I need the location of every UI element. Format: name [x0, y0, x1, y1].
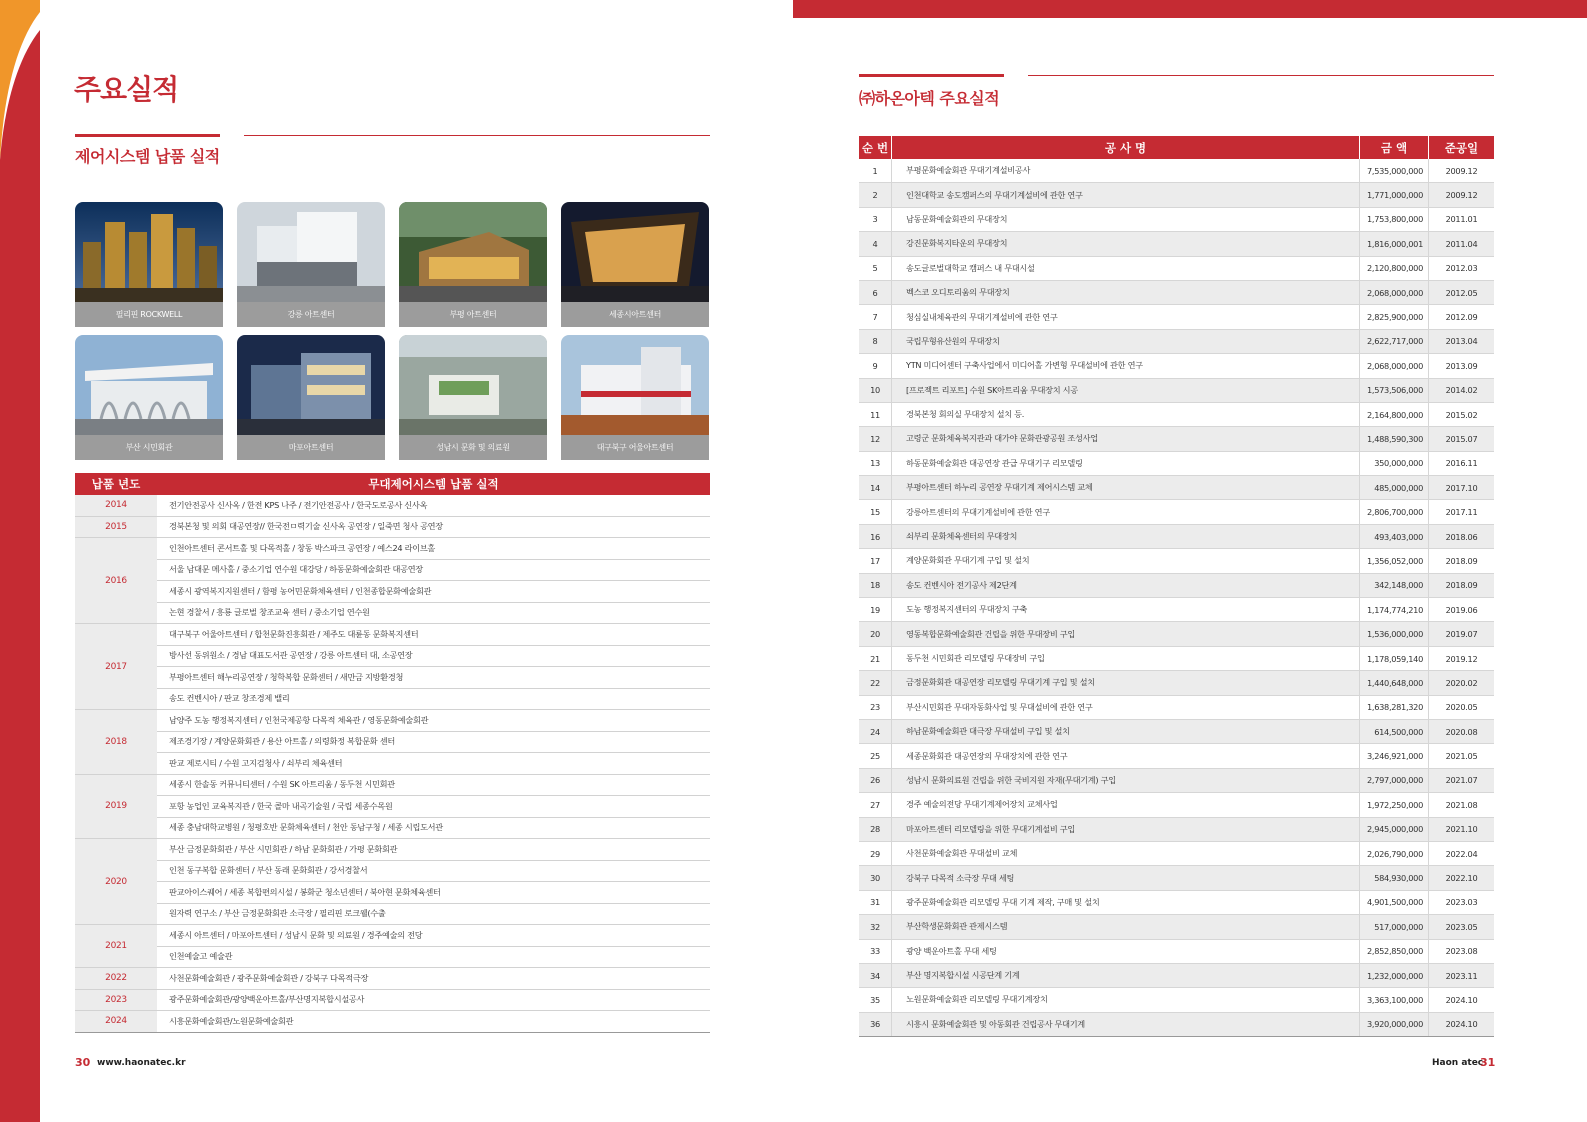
- delivery-projects: 인천 동구복합 문화센터 / 부산 동래 문화회관 / 강서경찰서: [157, 860, 710, 882]
- website-url: www.haonatec.kr: [97, 1058, 186, 1068]
- row-number: 36: [859, 1012, 892, 1036]
- photo-card: [237, 202, 385, 327]
- project-name: 하남문화예술회관 대극장 무대설비 구입 및 설치: [892, 719, 1360, 743]
- completion-date: 2024.10: [1429, 1012, 1495, 1036]
- completion-date: 2012.09: [1429, 305, 1495, 329]
- contract-amount: 2,797,000,000: [1360, 768, 1429, 792]
- contract-amount: 350,000,000: [1360, 451, 1429, 475]
- table-row: [859, 1012, 1494, 1036]
- completion-date: 2018.09: [1429, 549, 1495, 573]
- photo-caption: 성남시 문화 및 의료원: [399, 435, 547, 460]
- row-number: 15: [859, 500, 892, 524]
- contract-amount: 2,622,717,000: [1360, 329, 1429, 353]
- row-number: 25: [859, 744, 892, 768]
- project-name: 도농 행정복지센터의 무대장치 구축: [892, 598, 1360, 622]
- project-name: 시흥시 문화예술회관 및 아동회관 건립공사 무대기계: [892, 1012, 1360, 1036]
- row-number: 10: [859, 378, 892, 402]
- aerial-city-photo: [399, 335, 547, 435]
- project-name: 강북구 다목적 소극장 무대 세팅: [892, 866, 1360, 890]
- decorative-swoosh-icon: [0, 0, 40, 1122]
- row-number: 12: [859, 427, 892, 451]
- delivery-year: 2024: [75, 1011, 157, 1033]
- completion-date: 2013.04: [1429, 329, 1495, 353]
- contract-amount: 1,536,000,000: [1360, 622, 1429, 646]
- completion-date: 2020.05: [1429, 695, 1495, 719]
- delivery-projects: 판교아이스퀘어 / 세종 복합편의시설 / 봉화군 청소년센터 / 북아현 문화체육센터: [157, 882, 710, 904]
- art-center-photo: [561, 335, 709, 435]
- contract-amount: 7,535,000,000: [1360, 159, 1429, 183]
- delivery-projects: 방사선 동위원소 / 경남 대표도서관 공연장 / 강릉 아트센터 대, 소공연장: [157, 645, 710, 667]
- completion-date: 2014.02: [1429, 378, 1495, 402]
- project-name: 경주 예술의전당 무대기계제어장치 교체사업: [892, 793, 1360, 817]
- contract-amount: 2,945,000,000: [1360, 817, 1429, 841]
- table-row: [859, 207, 1494, 231]
- table-row: [75, 860, 710, 882]
- table-row: [859, 183, 1494, 207]
- completion-date: 2022.10: [1429, 866, 1495, 890]
- completion-date: 2021.08: [1429, 793, 1495, 817]
- project-name: 남동문화예술회관의 무대장치: [892, 207, 1360, 231]
- page-number-right: 31: [1480, 1056, 1496, 1069]
- section-rule-thick: [859, 74, 1004, 77]
- art-center-photo: [237, 335, 385, 435]
- table-row: [859, 354, 1494, 378]
- completion-date: 2011.04: [1429, 232, 1495, 256]
- project-name: 노원문화예술회관 리모델링 무대기계장치: [892, 988, 1360, 1012]
- column-header: 금 액: [1360, 136, 1429, 159]
- row-number: 13: [859, 451, 892, 475]
- completion-date: 2023.05: [1429, 915, 1495, 939]
- row-number: 27: [859, 793, 892, 817]
- delivery-year: 2019: [75, 774, 157, 839]
- delivery-year: 2022: [75, 968, 157, 990]
- row-number: 33: [859, 939, 892, 963]
- table-row: [75, 538, 710, 560]
- project-name: 금정문화회관 대공연장 리모델링 무대기계 구입 및 설치: [892, 671, 1360, 695]
- contract-amount: 1,178,059,140: [1360, 646, 1429, 670]
- project-name: 벡스코 오디토리움의 무대장치: [892, 280, 1360, 304]
- table-row: [859, 280, 1494, 304]
- project-name: 광양 백운아트홀 무대 세팅: [892, 939, 1360, 963]
- table-row: [859, 817, 1494, 841]
- project-name: 광주문화예술회관 리모델링 무대 기계 제작, 구매 및 설치: [892, 890, 1360, 914]
- photo-caption: 부평 아트센터: [399, 302, 547, 327]
- delivery-projects: 전기안전공사 신사옥 / 한전 KPS 나주 / 전기안전공사 / 한국도로공사 신사옥: [157, 495, 710, 516]
- project-name: 송도 컨벤시아 전기공사 제2단계: [892, 573, 1360, 597]
- completion-date: 2012.05: [1429, 280, 1495, 304]
- row-number: 34: [859, 963, 892, 987]
- delivery-year: 2017: [75, 624, 157, 710]
- contract-amount: 485,000,000: [1360, 476, 1429, 500]
- apartment-towers-photo: [75, 202, 223, 302]
- project-photo-gallery: [75, 202, 710, 460]
- contract-amount: 2,026,790,000: [1360, 841, 1429, 865]
- completion-date: 2016.11: [1429, 451, 1495, 475]
- contract-amount: 2,068,000,000: [1360, 280, 1429, 304]
- column-header: 공 사 명: [892, 136, 1360, 159]
- completion-date: 2012.03: [1429, 256, 1495, 280]
- delivery-projects: 남양주 도농 행정복지센터 / 인천국제공항 다목적 체육관 / 영동문화예술회관: [157, 710, 710, 732]
- completion-date: 2015.02: [1429, 402, 1495, 426]
- contract-amount: 2,068,000,000: [1360, 354, 1429, 378]
- table-row: [75, 968, 710, 990]
- contract-amount: 2,852,850,000: [1360, 939, 1429, 963]
- table-row: [75, 753, 710, 775]
- brand-name: Haon atec: [1432, 1058, 1484, 1068]
- project-name: 청심실내체육관의 무대기계설비에 관한 연구: [892, 305, 1360, 329]
- table-row: [75, 516, 710, 538]
- table-row: [859, 305, 1494, 329]
- column-header: 준공일: [1429, 136, 1495, 159]
- photo-card: [75, 202, 223, 327]
- project-name: 성남시 문화의료원 건립을 위한 국비지원 자재(무대기계) 구입: [892, 768, 1360, 792]
- project-name: 인천대학교 송도캠퍼스의 무대기계설비에 관한 연구: [892, 183, 1360, 207]
- table-row: [859, 988, 1494, 1012]
- table-row: [859, 646, 1494, 670]
- delivery-projects: 대구북구 어울아트센터 / 합천문화진흥회관 / 제주도 대륜동 문화복지센터: [157, 624, 710, 646]
- column-header: 무대제어시스템 납품 실적: [157, 473, 710, 495]
- row-number: 21: [859, 646, 892, 670]
- row-number: 18: [859, 573, 892, 597]
- row-number: 2: [859, 183, 892, 207]
- section-rule-thin: [1028, 75, 1494, 76]
- table-row: [859, 866, 1494, 890]
- table-row: [859, 427, 1494, 451]
- photo-card: [75, 335, 223, 460]
- contract-amount: 4,901,500,000: [1360, 890, 1429, 914]
- row-number: 1: [859, 159, 892, 183]
- completion-date: 2017.10: [1429, 476, 1495, 500]
- delivery-projects: 세종 충남대학교병원 / 청평호반 문화체육센터 / 천안 동남구청 / 세종 시립도서관: [157, 817, 710, 839]
- table-row: [75, 903, 710, 925]
- completion-date: 2023.03: [1429, 890, 1495, 914]
- delivery-projects: 세종시 아트센터 / 마포아트센터 / 성남시 문화 및 의료원 / 경주예술의 전당: [157, 925, 710, 947]
- row-number: 23: [859, 695, 892, 719]
- delivery-projects: 부산 금정문화회관 / 부산 시민회관 / 하남 문화회관 / 가평 문화회관: [157, 839, 710, 861]
- completion-date: 2013.09: [1429, 354, 1495, 378]
- completion-date: 2023.11: [1429, 963, 1495, 987]
- project-name: 강릉아트센터의 무대기계설비에 관한 연구: [892, 500, 1360, 524]
- delivery-projects: 서울 남대문 메사홀 / 중소기업 연수원 대강당 / 하동문화예술회관 대공연장: [157, 559, 710, 581]
- contract-amount: 1,356,052,000: [1360, 549, 1429, 573]
- column-header: 납품 년도: [75, 473, 157, 495]
- contract-amount: 517,000,000: [1360, 915, 1429, 939]
- row-number: 9: [859, 354, 892, 378]
- contract-amount: 584,930,000: [1360, 866, 1429, 890]
- project-name: 고령군 문화체육복지관과 대가야 문화관광공원 조성사업: [892, 427, 1360, 451]
- project-name: 동두천 시민회관 리모델링 무대장비 구입: [892, 646, 1360, 670]
- contract-amount: 2,825,900,000: [1360, 305, 1429, 329]
- row-number: 30: [859, 866, 892, 890]
- row-number: 32: [859, 915, 892, 939]
- table-row: [75, 1011, 710, 1033]
- delivery-projects: 세종시 한솔동 커뮤니티센터 / 수원 SK 아트리움 / 동두천 시민회관: [157, 774, 710, 796]
- completion-date: 2018.06: [1429, 524, 1495, 548]
- row-number: 17: [859, 549, 892, 573]
- delivery-year: 2014: [75, 495, 157, 516]
- delivery-projects: 논현 경찰서 / 흥룡 글로벌 창조교육 센터 / 중소기업 연수원: [157, 602, 710, 624]
- contract-amount: 3,363,100,000: [1360, 988, 1429, 1012]
- table-row: [75, 839, 710, 861]
- completion-date: 2018.09: [1429, 573, 1495, 597]
- delivery-projects: 인천예술고 예술관: [157, 946, 710, 968]
- delivery-year: 2016: [75, 538, 157, 624]
- photo-card: [561, 335, 709, 460]
- delivery-projects: 송도 컨벤시아 / 판교 창조경제 밸리: [157, 688, 710, 710]
- contract-amount: 2,806,700,000: [1360, 500, 1429, 524]
- table-row: [859, 232, 1494, 256]
- project-name: 영동복합문화예술회관 건립을 위한 무대장비 구입: [892, 622, 1360, 646]
- delivery-projects: 인천아트센터 콘서트홀 및 다목적홀 / 창동 박스파크 공연장 / 예스24 라이브홀: [157, 538, 710, 560]
- photo-caption: 대구북구 어울아트센터: [561, 435, 709, 460]
- table-row: [859, 378, 1494, 402]
- row-number: 3: [859, 207, 892, 231]
- photo-caption: 필리핀 ROCKWELL: [75, 302, 223, 327]
- row-number: 28: [859, 817, 892, 841]
- table-row: [75, 925, 710, 947]
- contract-amount: 1,440,648,000: [1360, 671, 1429, 695]
- row-number: 4: [859, 232, 892, 256]
- table-row: [75, 946, 710, 968]
- table-row: [859, 549, 1494, 573]
- contract-amount: 1,488,590,300: [1360, 427, 1429, 451]
- table-row: [859, 402, 1494, 426]
- row-number: 5: [859, 256, 892, 280]
- completion-date: 2021.07: [1429, 768, 1495, 792]
- section-rule-thick: [75, 134, 220, 137]
- delivery-projects: 경북본청 및 의회 대공연장// 한국전ㅁ력기술 신사옥 공연장 / 일죽면 청사 공연장: [157, 516, 710, 538]
- table-row: [75, 796, 710, 818]
- photo-card: [399, 335, 547, 460]
- delivery-table-body: [75, 495, 710, 1032]
- table-row: [75, 688, 710, 710]
- table-row: [859, 476, 1494, 500]
- row-number: 29: [859, 841, 892, 865]
- row-number: 16: [859, 524, 892, 548]
- project-name: [프로젝트 리포트] 수원 SK아트리움 무대장치 시공: [892, 378, 1360, 402]
- project-name: 계양문화회관 무대기계 구입 및 설치: [892, 549, 1360, 573]
- table-row: [859, 159, 1494, 183]
- completion-date: 2017.11: [1429, 500, 1495, 524]
- contract-amount: 614,500,000: [1360, 719, 1429, 743]
- contract-amount: 2,120,800,000: [1360, 256, 1429, 280]
- delivery-projects: 판교 제로시티 / 수원 고지검청사 / 쇠부리 체육센터: [157, 753, 710, 775]
- contract-amount: 1,771,000,000: [1360, 183, 1429, 207]
- top-accent-bar: [793, 0, 1587, 18]
- table-row: [75, 624, 710, 646]
- table-row: [859, 768, 1494, 792]
- row-number: 31: [859, 890, 892, 914]
- photo-card: [237, 335, 385, 460]
- completion-date: 2019.06: [1429, 598, 1495, 622]
- delivery-year: 2015: [75, 516, 157, 538]
- photo-card: [561, 202, 709, 327]
- contract-amount: 1,972,250,000: [1360, 793, 1429, 817]
- completion-date: 2021.10: [1429, 817, 1495, 841]
- project-name: 부산 명지복합시설 시공단계 기계: [892, 963, 1360, 987]
- table-row: [859, 524, 1494, 548]
- project-name: 사천문화예술회관 무대설비 교체: [892, 841, 1360, 865]
- completion-date: 2019.12: [1429, 646, 1495, 670]
- delivery-year: 2023: [75, 989, 157, 1011]
- contract-amount: 1,816,000,001: [1360, 232, 1429, 256]
- delivery-year: 2018: [75, 710, 157, 775]
- table-row: [75, 710, 710, 732]
- table-row: [859, 622, 1494, 646]
- table-row: [859, 695, 1494, 719]
- delivery-projects: 세종시 광역복지지원센터 / 함평 농어민문화체육센터 / 인천종합문화예술회관: [157, 581, 710, 603]
- row-number: 24: [859, 719, 892, 743]
- photo-caption: 세종시아트센터: [561, 302, 709, 327]
- project-name: 부평아트센터 하누리 공연장 무대기계 제어시스템 교체: [892, 476, 1360, 500]
- table-row: [859, 719, 1494, 743]
- table-row: [859, 890, 1494, 914]
- contract-amount: 1,174,774,210: [1360, 598, 1429, 622]
- page-title: 주요실적: [74, 73, 179, 106]
- completion-date: 2015.07: [1429, 427, 1495, 451]
- table-row: [859, 963, 1494, 987]
- photo-card: [399, 202, 547, 327]
- contract-amount: 1,753,800,000: [1360, 207, 1429, 231]
- table-row: [859, 500, 1494, 524]
- row-number: 11: [859, 402, 892, 426]
- column-header: 순 번: [859, 136, 892, 159]
- row-number: 20: [859, 622, 892, 646]
- photo-caption: 마포아트센터: [237, 435, 385, 460]
- row-number: 26: [859, 768, 892, 792]
- table-row: [859, 256, 1494, 280]
- project-name: 부산학생문화회관 관제시스템: [892, 915, 1360, 939]
- project-name: 부산시민회관 무대자동화사업 및 무대설비에 관한 연구: [892, 695, 1360, 719]
- table-row: [859, 841, 1494, 865]
- project-name: 강진문화복지타운의 무대장치: [892, 232, 1360, 256]
- delivery-projects: 원자력 연구소 / 부산 금정문화회관 소극장 / 필리핀 로크웰(수출: [157, 903, 710, 925]
- table-row: [75, 602, 710, 624]
- delivery-projects: 부평아트센터 해누리공연장 / 청학복합 문화센터 / 새만금 지방환경청: [157, 667, 710, 689]
- contract-amount: 3,246,921,000: [1360, 744, 1429, 768]
- contract-amount: 493,403,000: [1360, 524, 1429, 548]
- table-row: [859, 793, 1494, 817]
- art-center-photo: [399, 202, 547, 302]
- project-name: YTN 미디어센터 구축사업에서 미디어홀 가변형 무대설비에 관한 연구: [892, 354, 1360, 378]
- row-number: 19: [859, 598, 892, 622]
- row-number: 22: [859, 671, 892, 695]
- row-number: 14: [859, 476, 892, 500]
- table-row: [75, 495, 710, 516]
- project-name: 세종문화회관 대공연장의 무대장치에 관한 연구: [892, 744, 1360, 768]
- completion-date: 2022.04: [1429, 841, 1495, 865]
- table-row: [859, 329, 1494, 353]
- project-name: 마포아트센터 리모델링을 위한 무대기계설비 구입: [892, 817, 1360, 841]
- table-row: [75, 645, 710, 667]
- completion-date: 2021.05: [1429, 744, 1495, 768]
- delivery-year: 2021: [75, 925, 157, 968]
- project-name: 경북본청 회의실 무대장치 설치 등.: [892, 402, 1360, 426]
- contract-amount: 1,638,281,320: [1360, 695, 1429, 719]
- table-row: [859, 744, 1494, 768]
- table-row: [75, 989, 710, 1011]
- table-row: [75, 731, 710, 753]
- contract-amount: 2,164,800,000: [1360, 402, 1429, 426]
- section-rule-thin: [244, 135, 710, 136]
- table-row: [859, 939, 1494, 963]
- table-row: [75, 817, 710, 839]
- table-row: [75, 667, 710, 689]
- delivery-projects: 광주문화예술회관/광양백운아트홀/부산명지복합시설공사: [157, 989, 710, 1011]
- completion-date: 2009.12: [1429, 183, 1495, 207]
- delivery-results-table: [75, 473, 710, 1033]
- contract-amount: 3,920,000,000: [1360, 1012, 1429, 1036]
- table-row: [75, 559, 710, 581]
- table-row: [75, 581, 710, 603]
- completion-date: 2020.08: [1429, 719, 1495, 743]
- project-name: 쇠부리 문화체육센터의 무대장치: [892, 524, 1360, 548]
- section-title-company: ㈜하온아텍 주요실적: [859, 89, 1000, 108]
- projects-table-body: [859, 159, 1494, 1037]
- contract-amount: 342,148,000: [1360, 573, 1429, 597]
- page-number-left: 30: [75, 1056, 91, 1069]
- completion-date: 2024.10: [1429, 988, 1495, 1012]
- row-number: 35: [859, 988, 892, 1012]
- photo-caption: 부산 시민회관: [75, 435, 223, 460]
- photo-caption: 강릉 아트센터: [237, 302, 385, 327]
- table-row: [75, 882, 710, 904]
- hall-photo: [75, 335, 223, 435]
- major-projects-table: [859, 136, 1494, 1037]
- delivery-year: 2020: [75, 839, 157, 925]
- art-center-photo: [237, 202, 385, 302]
- project-name: 부평문화예술회관 무대기계설비공사: [892, 159, 1360, 183]
- delivery-projects: 포항 농업인 교육복지관 / 한국 콜마 내곡기술원 / 국립 세종수목원: [157, 796, 710, 818]
- row-number: 7: [859, 305, 892, 329]
- completion-date: 2023.08: [1429, 939, 1495, 963]
- delivery-projects: 사천문화예술회관 / 광주문화예술회관 / 강북구 다목적극장: [157, 968, 710, 990]
- completion-date: 2011.01: [1429, 207, 1495, 231]
- table-row: [75, 774, 710, 796]
- contract-amount: 1,573,506,000: [1360, 378, 1429, 402]
- row-number: 6: [859, 280, 892, 304]
- completion-date: 2009.12: [1429, 159, 1495, 183]
- table-row: [859, 915, 1494, 939]
- table-row: [859, 598, 1494, 622]
- art-center-photo: [561, 202, 709, 302]
- completion-date: 2020.02: [1429, 671, 1495, 695]
- table-row: [859, 451, 1494, 475]
- completion-date: 2019.07: [1429, 622, 1495, 646]
- project-name: 송도글로벌대학교 캠퍼스 내 무대시설: [892, 256, 1360, 280]
- row-number: 8: [859, 329, 892, 353]
- project-name: 하동문화예술회관 대공연장 관급 무대기구 리모델링: [892, 451, 1360, 475]
- contract-amount: 1,232,000,000: [1360, 963, 1429, 987]
- table-row: [859, 573, 1494, 597]
- section-title-delivery: 제어시스템 납품 실적: [75, 147, 220, 166]
- table-row: [859, 671, 1494, 695]
- delivery-projects: 제조경기장 / 계양문화회관 / 용산 아트홀 / 의령화정 복합문화 센터: [157, 731, 710, 753]
- delivery-projects: 시흥문화예술회관/노원문화예술회관: [157, 1011, 710, 1033]
- project-name: 국립무형유산원의 무대장치: [892, 329, 1360, 353]
